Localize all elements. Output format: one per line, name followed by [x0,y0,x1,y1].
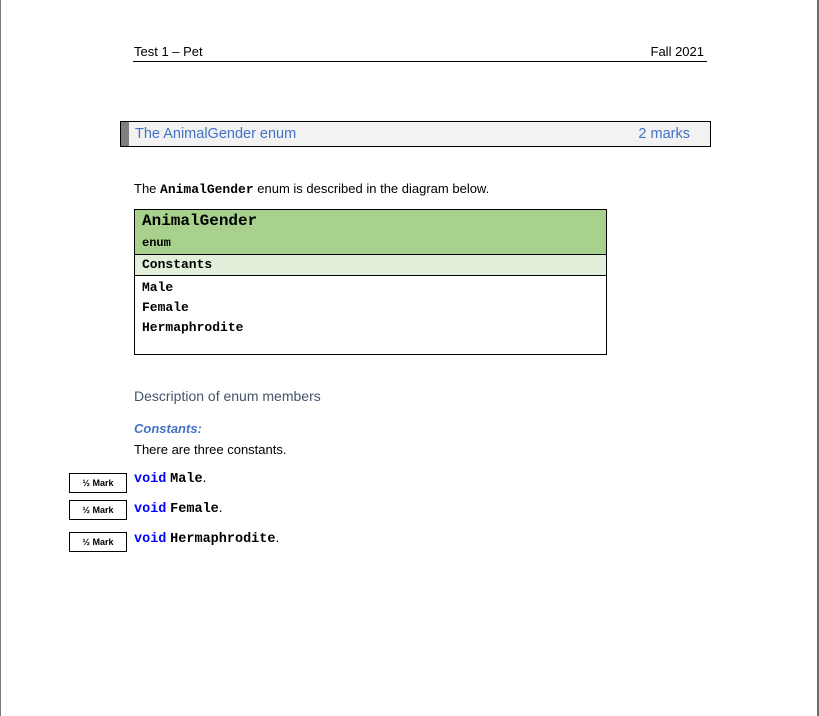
member-keyword: void [134,472,167,487]
member-end: . [202,470,207,485]
member-name: Male [170,472,203,487]
constants-text: There are three constants. [134,442,287,457]
member-end: . [218,500,223,515]
uml-diagram [134,209,607,355]
section-title: The AnimalGender enum [135,126,297,142]
uml-constant: Hermaphrodite [142,320,244,335]
member-keyword: void [134,502,167,517]
section-accent [121,122,129,146]
header-term: Fall 2021 [650,44,704,59]
uml-header [135,210,606,255]
constants-subheading: Constants: [134,421,202,436]
uml-constants-list [135,276,606,340]
member-keyword: void [134,532,167,547]
member-end: . [275,530,280,545]
intro-suffix: enum is described in the diagram below. [253,181,490,196]
section-marks: 2 marks [638,126,690,142]
member-line [134,500,223,517]
uml-stereotype: enum [142,236,171,250]
member-line [134,470,206,487]
intro-enum-name: AnimalGender [160,182,254,197]
uml-compartment-label: Constants [142,257,213,272]
intro-prefix: The [134,181,161,196]
uml-compartment-header [135,255,606,276]
mark-box: ½ Mark [69,473,127,493]
mark-box: ½ Mark [69,500,127,520]
member-name: Female [170,502,219,517]
section-title-bar [120,121,711,147]
uml-constant: Female [142,300,189,315]
header-rule [133,61,707,62]
mark-box: ½ Mark [69,532,127,552]
member-line [134,530,279,547]
header-course: Test 1 – Pet [134,44,203,59]
member-name: Hermaphrodite [170,532,276,547]
uml-class-name: AnimalGender [142,212,258,230]
description-heading: Description of enum members [134,388,321,404]
intro-paragraph [134,181,489,197]
uml-constant: Male [142,280,174,295]
page-border-left [0,0,1,716]
